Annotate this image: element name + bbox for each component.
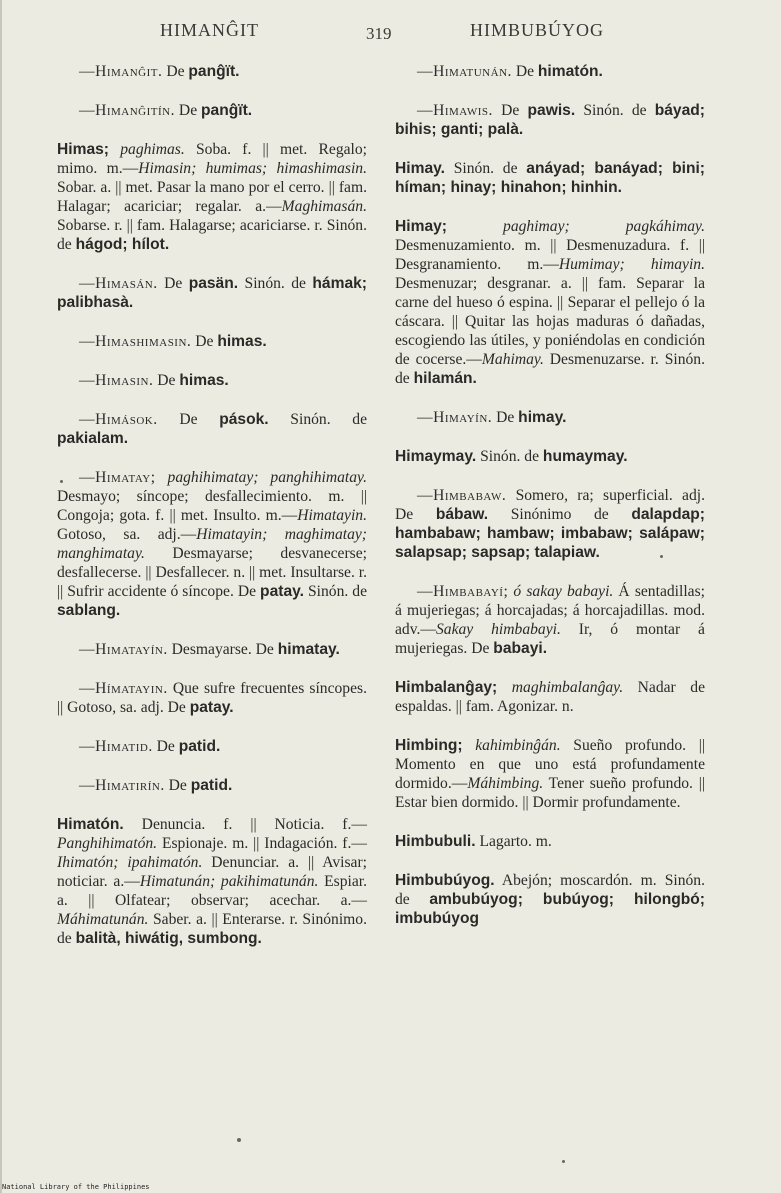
definition-text: Tener sueño profundo. || Estar bien dormido. || Dormir profundamente. — [395, 775, 705, 811]
dictionary-entry — [57, 101, 367, 120]
definition-text: Espionaje. m. || Indagación. f.— — [157, 835, 367, 852]
definition-text: Sinón. de — [238, 275, 313, 292]
definition-text: Denunciar. a. || Avisar; noticiar. a.— — [57, 854, 367, 890]
cross-reference: himay. — [518, 409, 567, 426]
cross-reference: himatón. — [537, 63, 603, 80]
definition-text: Somero, ra; superficial. adj. De — [395, 487, 705, 523]
cross-reference: hágod; hílot. — [75, 236, 170, 253]
sub-headword: —Himatid. — [79, 738, 153, 755]
sub-headword: —Himasán. — [79, 275, 158, 292]
dictionary-entry — [57, 737, 367, 756]
cross-reference: bábaw. — [435, 506, 489, 523]
headword: Himatón. — [57, 816, 124, 833]
definition-text: Sinónimo de — [488, 506, 632, 523]
derived-form: Máhimatunán. — [57, 911, 149, 928]
definition-text: Que sufre frecuentes síncopes. || Gotoso, sa. adj. De — [57, 680, 367, 716]
dictionary-entry — [57, 776, 367, 795]
dictionary-entry — [395, 486, 705, 562]
dictionary-entry — [395, 832, 705, 851]
derived-form: Humimay; himayin. — [558, 256, 705, 273]
dictionary-entry — [395, 736, 705, 812]
cross-reference: himas. — [217, 333, 267, 350]
cross-reference: patid. — [190, 777, 233, 794]
definition-text: Sinón. de — [268, 411, 368, 428]
definition-text: De — [175, 102, 202, 119]
cross-reference: hilamán. — [413, 370, 477, 387]
derived-form: Himatayin. — [297, 507, 367, 524]
derived-form: Himatunán; pakihimatunán. — [139, 873, 319, 890]
paper-spot — [60, 480, 63, 483]
headword: Himay; — [395, 218, 447, 235]
derived-form: paghihimatay; panghihimatay. — [167, 469, 367, 486]
definition-text: Saber. a. || Enterarse. r. Sinónimo. de — [57, 911, 367, 947]
sub-headword: —Himanĝitín. — [79, 102, 176, 119]
definition-text — [447, 218, 503, 235]
definition-text: De — [162, 63, 189, 80]
derived-form: Máhimbing. — [467, 775, 544, 792]
sub-headword: —Himatayín. — [79, 641, 168, 658]
cross-reference: babayi. — [493, 640, 548, 657]
definition-text: De — [511, 63, 538, 80]
definition-text: De — [492, 409, 519, 426]
sub-headword: —Himasin. — [79, 372, 154, 389]
headword: Himay. — [395, 160, 445, 177]
definition-text: Sobarse. r. || fam. Halagarse; acariciarse. r. Sinón. de — [57, 217, 367, 253]
definition-text: De — [153, 372, 180, 389]
derived-form: paghimas. — [120, 141, 185, 158]
cross-reference: pasän. — [188, 275, 239, 292]
definition-text: Á sentadillas; á mujeriegas; á horcajadas; á horcajadillas. mod. adv.— — [395, 583, 705, 638]
definition-text: Desmenuzamiento. m. || Desmenuzadura. f. || Desgranamiento. m.— — [395, 237, 705, 273]
definition-text: Lagarto. m. — [475, 833, 552, 850]
cross-reference: patid. — [178, 738, 221, 755]
paper-spot — [660, 555, 663, 558]
cross-reference: sablang. — [57, 602, 121, 619]
sub-headword: —Himawis. — [417, 102, 493, 119]
cross-reference: ambubúyog; bubúyog; hilongbó; imbubúyog — [395, 891, 705, 927]
headword: Himbalanĝay; — [395, 679, 498, 696]
dictionary-entry — [395, 101, 705, 139]
cross-reference: panĝït. — [201, 102, 253, 119]
cross-reference: panĝït. — [188, 63, 240, 80]
sub-headword: —Himbabaw. — [417, 487, 507, 504]
definition-text: Sinón. de — [575, 102, 655, 119]
dictionary-entry — [57, 140, 367, 254]
derived-form: Himasin; humimas; himashimasin. — [138, 160, 368, 177]
definition-text: Sinón. de — [476, 448, 543, 465]
definition-text: De — [157, 275, 189, 292]
definition-text: Ir, ó montar á mujeriegas. De — [395, 621, 705, 657]
definition-text: Gotoso, sa. adj.— — [57, 526, 197, 543]
derived-form: kahimbinĝán. — [475, 737, 561, 754]
definition-text: Desmenuzarse. r. Sinón. de — [395, 351, 705, 387]
page-edge — [0, 0, 2, 1193]
dictionary-entry — [395, 871, 705, 928]
definition-text: Desmayo; síncope; desfallecimiento. m. || Congoja; gota. f. || met. Insulto. m.— — [57, 488, 367, 524]
cross-reference: balità, hiwátig, sumbong. — [75, 930, 262, 947]
definition-text: Sobar. a. || met. Pasar la mano por el cerro. || fam. Halagar; acariciar; regalar. a.— — [57, 179, 367, 215]
cross-reference: dalapdap; hambabaw; hambaw; imbabaw; salápaw; salapsap; sapsap; talapiaw. — [395, 506, 705, 561]
derived-form: paghimay; pagkáhimay. — [503, 218, 705, 235]
sub-headword: —Himbabayí; — [417, 583, 509, 600]
dictionary-entry — [57, 468, 367, 620]
definition-text: Espiar. a. || Olfatear; observar; acechar. a.— — [57, 873, 368, 909]
headword: Himbing; — [395, 737, 463, 754]
definition-text: Abejón; moscardón. m. Sinón. de — [395, 872, 705, 908]
derived-form: ó sakay babayi. — [513, 583, 614, 600]
headword: Himbubúyog. — [395, 872, 495, 889]
definition-text: Denuncia. f. || Noticia. f.— — [123, 816, 367, 833]
sub-headword: —Hímatayin. — [79, 680, 168, 697]
definition-text — [497, 679, 512, 696]
dictionary-entry — [395, 408, 705, 427]
definition-text: Sinón. de — [303, 583, 367, 600]
dictionary-entry — [395, 217, 705, 388]
dictionary-entry — [395, 159, 705, 197]
dictionary-entry — [57, 62, 367, 81]
definition-text: Desmayarse; desvanecerse; desfallecerse. || Desfallecer. n. || met. Insultarse. r. || Sufrir accidente ó síncope. De — [57, 545, 367, 600]
derived-form: maghimbalanĝay. — [511, 679, 624, 696]
definition-text — [109, 141, 120, 158]
left-column — [57, 62, 367, 968]
definition-text: Sinón. de — [444, 160, 527, 177]
derived-form: Ihimatón; ipahimatón. — [57, 854, 203, 871]
dictionary-entry — [57, 815, 367, 948]
definition-text: Nadar de espaldas. || fam. Agonizar. n. — [395, 679, 705, 715]
derived-form: Mahimay. — [481, 351, 544, 368]
sub-headword: —Himások. — [79, 411, 158, 428]
dictionary-entry — [395, 678, 705, 716]
right-column — [395, 62, 705, 948]
definition-text: De — [164, 777, 191, 794]
derived-form: Sakay himbabayi. — [436, 621, 561, 638]
cross-reference: himatay. — [277, 641, 340, 658]
definition-text: De — [492, 102, 528, 119]
headword: Himbubuli. — [395, 833, 476, 850]
cross-reference: patay. — [189, 699, 234, 716]
cross-reference: anáyad; banáyad; bini; híman; hinay; hinahon; hinhin. — [395, 160, 705, 196]
definition-text: Desmayarse. De — [167, 641, 278, 658]
dictionary-entry — [57, 679, 367, 717]
sub-headword: —Himanĝit. — [79, 63, 163, 80]
dictionary-entry — [57, 274, 367, 312]
header-right-guide-word: HIMBUBÚYOG — [470, 20, 605, 40]
sub-headword: —Himatunán. — [417, 63, 512, 80]
definition-text: Sueño profundo. || Momento en que uno está profundamente dormido.— — [395, 737, 705, 792]
derived-form: Himatayin; maghimatay; manghimatay. — [57, 526, 367, 562]
running-header — [0, 20, 781, 46]
cross-reference: pakialam. — [57, 430, 129, 447]
sub-headword: —Himatirín. — [79, 777, 165, 794]
cross-reference: humaymay. — [542, 448, 628, 465]
cross-reference: pások. — [219, 411, 269, 428]
definition-text: Soba. f. || met. Regalo; mimo. m.— — [57, 141, 367, 177]
dictionary-entry — [57, 332, 367, 351]
page-number: 319 — [366, 24, 392, 43]
sub-headword: —Himashimasin. — [79, 333, 192, 350]
definition-text — [463, 737, 476, 754]
footer-credit: National Library of the Philippines — [2, 1183, 150, 1191]
paper-spot — [562, 1160, 565, 1163]
dictionary-entry — [57, 410, 367, 448]
dictionary-entry — [395, 447, 705, 466]
definition-text: De — [191, 333, 218, 350]
cross-reference: himas. — [179, 372, 229, 389]
dictionary-entry — [395, 62, 705, 81]
dictionary-entry — [395, 582, 705, 658]
derived-form: Panghihimatón. — [57, 835, 158, 852]
dictionary-entry — [57, 371, 367, 390]
derived-form: Maghimasán. — [281, 198, 367, 215]
cross-reference: patay. — [260, 583, 304, 600]
cross-reference: hámak; palibhasà. — [57, 275, 367, 311]
definition-text — [156, 469, 168, 486]
header-left-guide-word: HIMANĜIT — [160, 20, 259, 40]
cross-reference: pawis. — [527, 102, 576, 119]
definition-text: Desmenuzar; desgranar. a. || fam. Separar la carne del hueso ó espina. || Separar el pellejo ó la cáscara. || Quitar las hojas maduras ó dañadas, escogiendo las útiles, y poniéndolas en condición de cocerse.— — [395, 275, 705, 368]
headword: Himaymay. — [395, 448, 477, 465]
definition-text: De — [152, 738, 179, 755]
headword: Himas; — [57, 141, 109, 158]
definition-text: De — [157, 411, 220, 428]
sub-headword: —Himatay; — [79, 469, 156, 486]
sub-headword: —Himayín. — [417, 409, 493, 426]
cross-reference: báyad; bihis; ganti; palà. — [395, 102, 705, 138]
dictionary-entry — [57, 640, 367, 659]
paper-spot — [237, 1138, 241, 1142]
